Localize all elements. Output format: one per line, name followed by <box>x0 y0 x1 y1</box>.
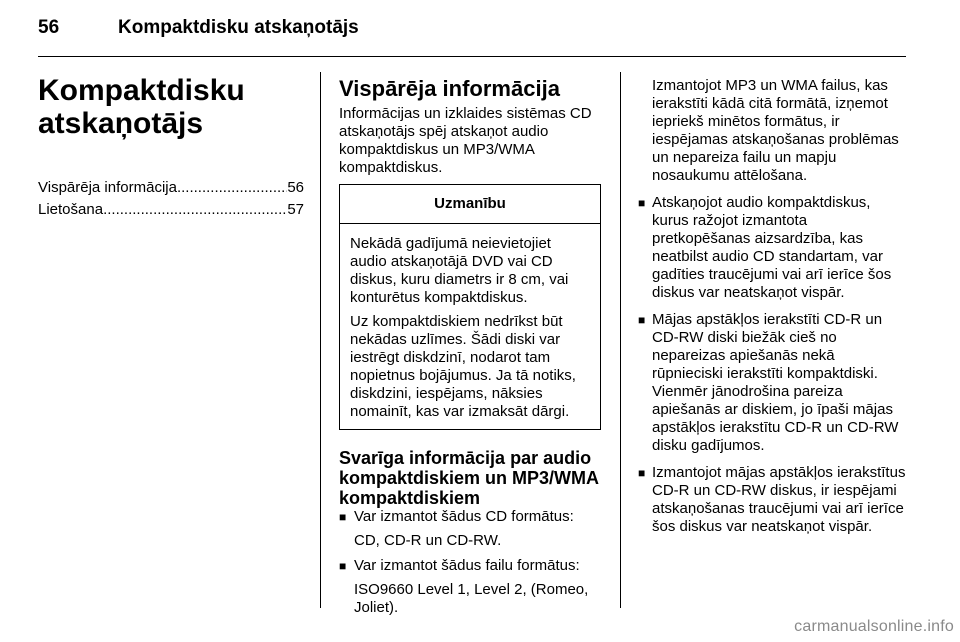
page-number: 56 <box>38 17 60 38</box>
intro-paragraph: Informācijas un izklaides sistēmas CD atskaņotājs spēj atskaņot audio kompaktdiskus un MP3/WMA kompaktdiskus. <box>339 105 592 176</box>
list-item-text: Var izmantot šādus failu formātus: <box>354 557 580 574</box>
chapter-title-line1: Kompaktdisku <box>38 74 245 107</box>
bullet-square-icon: ■ <box>638 313 646 327</box>
bullet-square-icon: ■ <box>339 510 347 524</box>
chapter-title-line2: atskaņotājs <box>38 107 204 140</box>
list-item <box>638 194 906 302</box>
running-title: Kompaktdisku atskaņotājs <box>118 17 359 38</box>
header-rule <box>38 56 906 57</box>
toc-entry-label: Vispārēja informācija <box>38 179 177 196</box>
section-heading: Vispārēja informācija <box>339 76 560 101</box>
caution-paragraph: Uz kompaktdiskiem nedrīkst būt nekādas uzlīmes. Šādi diski var iestrēgt diskdzinī, nodarot tam nopietnus bojājumus. Ja tā notiks, diskdzini, iespējams, nāksies nomainīt, kas var izmaksāt dārgi. <box>350 313 576 420</box>
caution-heading: Uzmanību <box>340 185 600 224</box>
watermark: carmanualsonline.info <box>794 618 954 635</box>
toc-entry[interactable] <box>38 199 304 221</box>
toc-entry-label: Lietošana <box>38 201 104 218</box>
chapter-column <box>38 74 304 221</box>
bullet-square-icon: ■ <box>339 559 347 573</box>
list-item-detail: CD, CD-R un CD-RW. <box>354 532 502 549</box>
list-item-text: Izmantojot mājas apstākļos ierakstītus CD-R un CD-RW diskus, ir iespējami atskaņošanas traucējumi vai arī ierīce šos diskus var neatskaņot vispār. <box>652 464 906 535</box>
toc-entry-page: 56 <box>287 179 304 196</box>
toc-entry[interactable] <box>38 177 304 199</box>
toc-entry-page: 57 <box>287 201 304 218</box>
caution-body <box>340 224 600 429</box>
caution-box <box>339 184 601 430</box>
notes-column <box>638 77 906 545</box>
chapter-toc <box>38 177 304 221</box>
subsection-heading: Svarīga informācija par audio kompaktdiskiem un MP3/WMA kompaktdiskiem <box>339 448 599 508</box>
bullet-square-icon: ■ <box>638 466 646 480</box>
bullet-square-icon: ■ <box>638 196 646 210</box>
notes-list <box>638 194 906 536</box>
continuation-paragraph: Izmantojot MP3 un WMA failus, kas ierakstīti kādā citā formātā, izņemot iepriekš minētos formātus, ir iespējamas atskaņošanas problēmas un nepareiza failu un mapju nosaukumu attēlošana. <box>652 77 899 184</box>
toc-leader-dots <box>103 199 287 221</box>
list-item <box>638 464 906 536</box>
list-item-text: Mājas apstākļos ierakstīti CD-R un CD-RW diski biežāk cieš no nepareizas apiešanās nekā rūpnieciski ierakstīti kompaktdiski. Vienmēr jānodrošina pareiza apiešanās ar diskiem, jo īpaši mājas apstākļos ierakstītu CD-R un CD-RW disku gadījumos. <box>652 311 899 454</box>
column-divider <box>620 72 621 608</box>
column-divider <box>320 72 321 608</box>
toc-leader-dots <box>177 177 287 199</box>
caution-paragraph: Nekādā gadījumā neievietojiet audio atskaņotājā DVD vai CD diskus, kuru diametrs ir 8 cm, vai konturētus kompaktdiskus. <box>350 235 569 306</box>
list-item <box>339 557 601 617</box>
format-list <box>339 508 601 617</box>
list-item-text: Var izmantot šādus CD formātus: <box>354 508 574 525</box>
general-info-column <box>339 77 601 624</box>
chapter-title <box>38 74 304 140</box>
list-item <box>638 311 906 455</box>
list-item-detail: ISO9660 Level 1, Level 2, (Romeo, Joliet). <box>354 581 589 616</box>
list-item <box>339 508 601 550</box>
list-item-text: Atskaņojot audio kompaktdiskus, kurus ražojot izmantota pretkopēšanas aizsardzība, kas neatbilst audio CD standartam, var gadīties traucējumi vai arī ierīce šos diskus var neatskaņot vispār. <box>652 194 892 301</box>
